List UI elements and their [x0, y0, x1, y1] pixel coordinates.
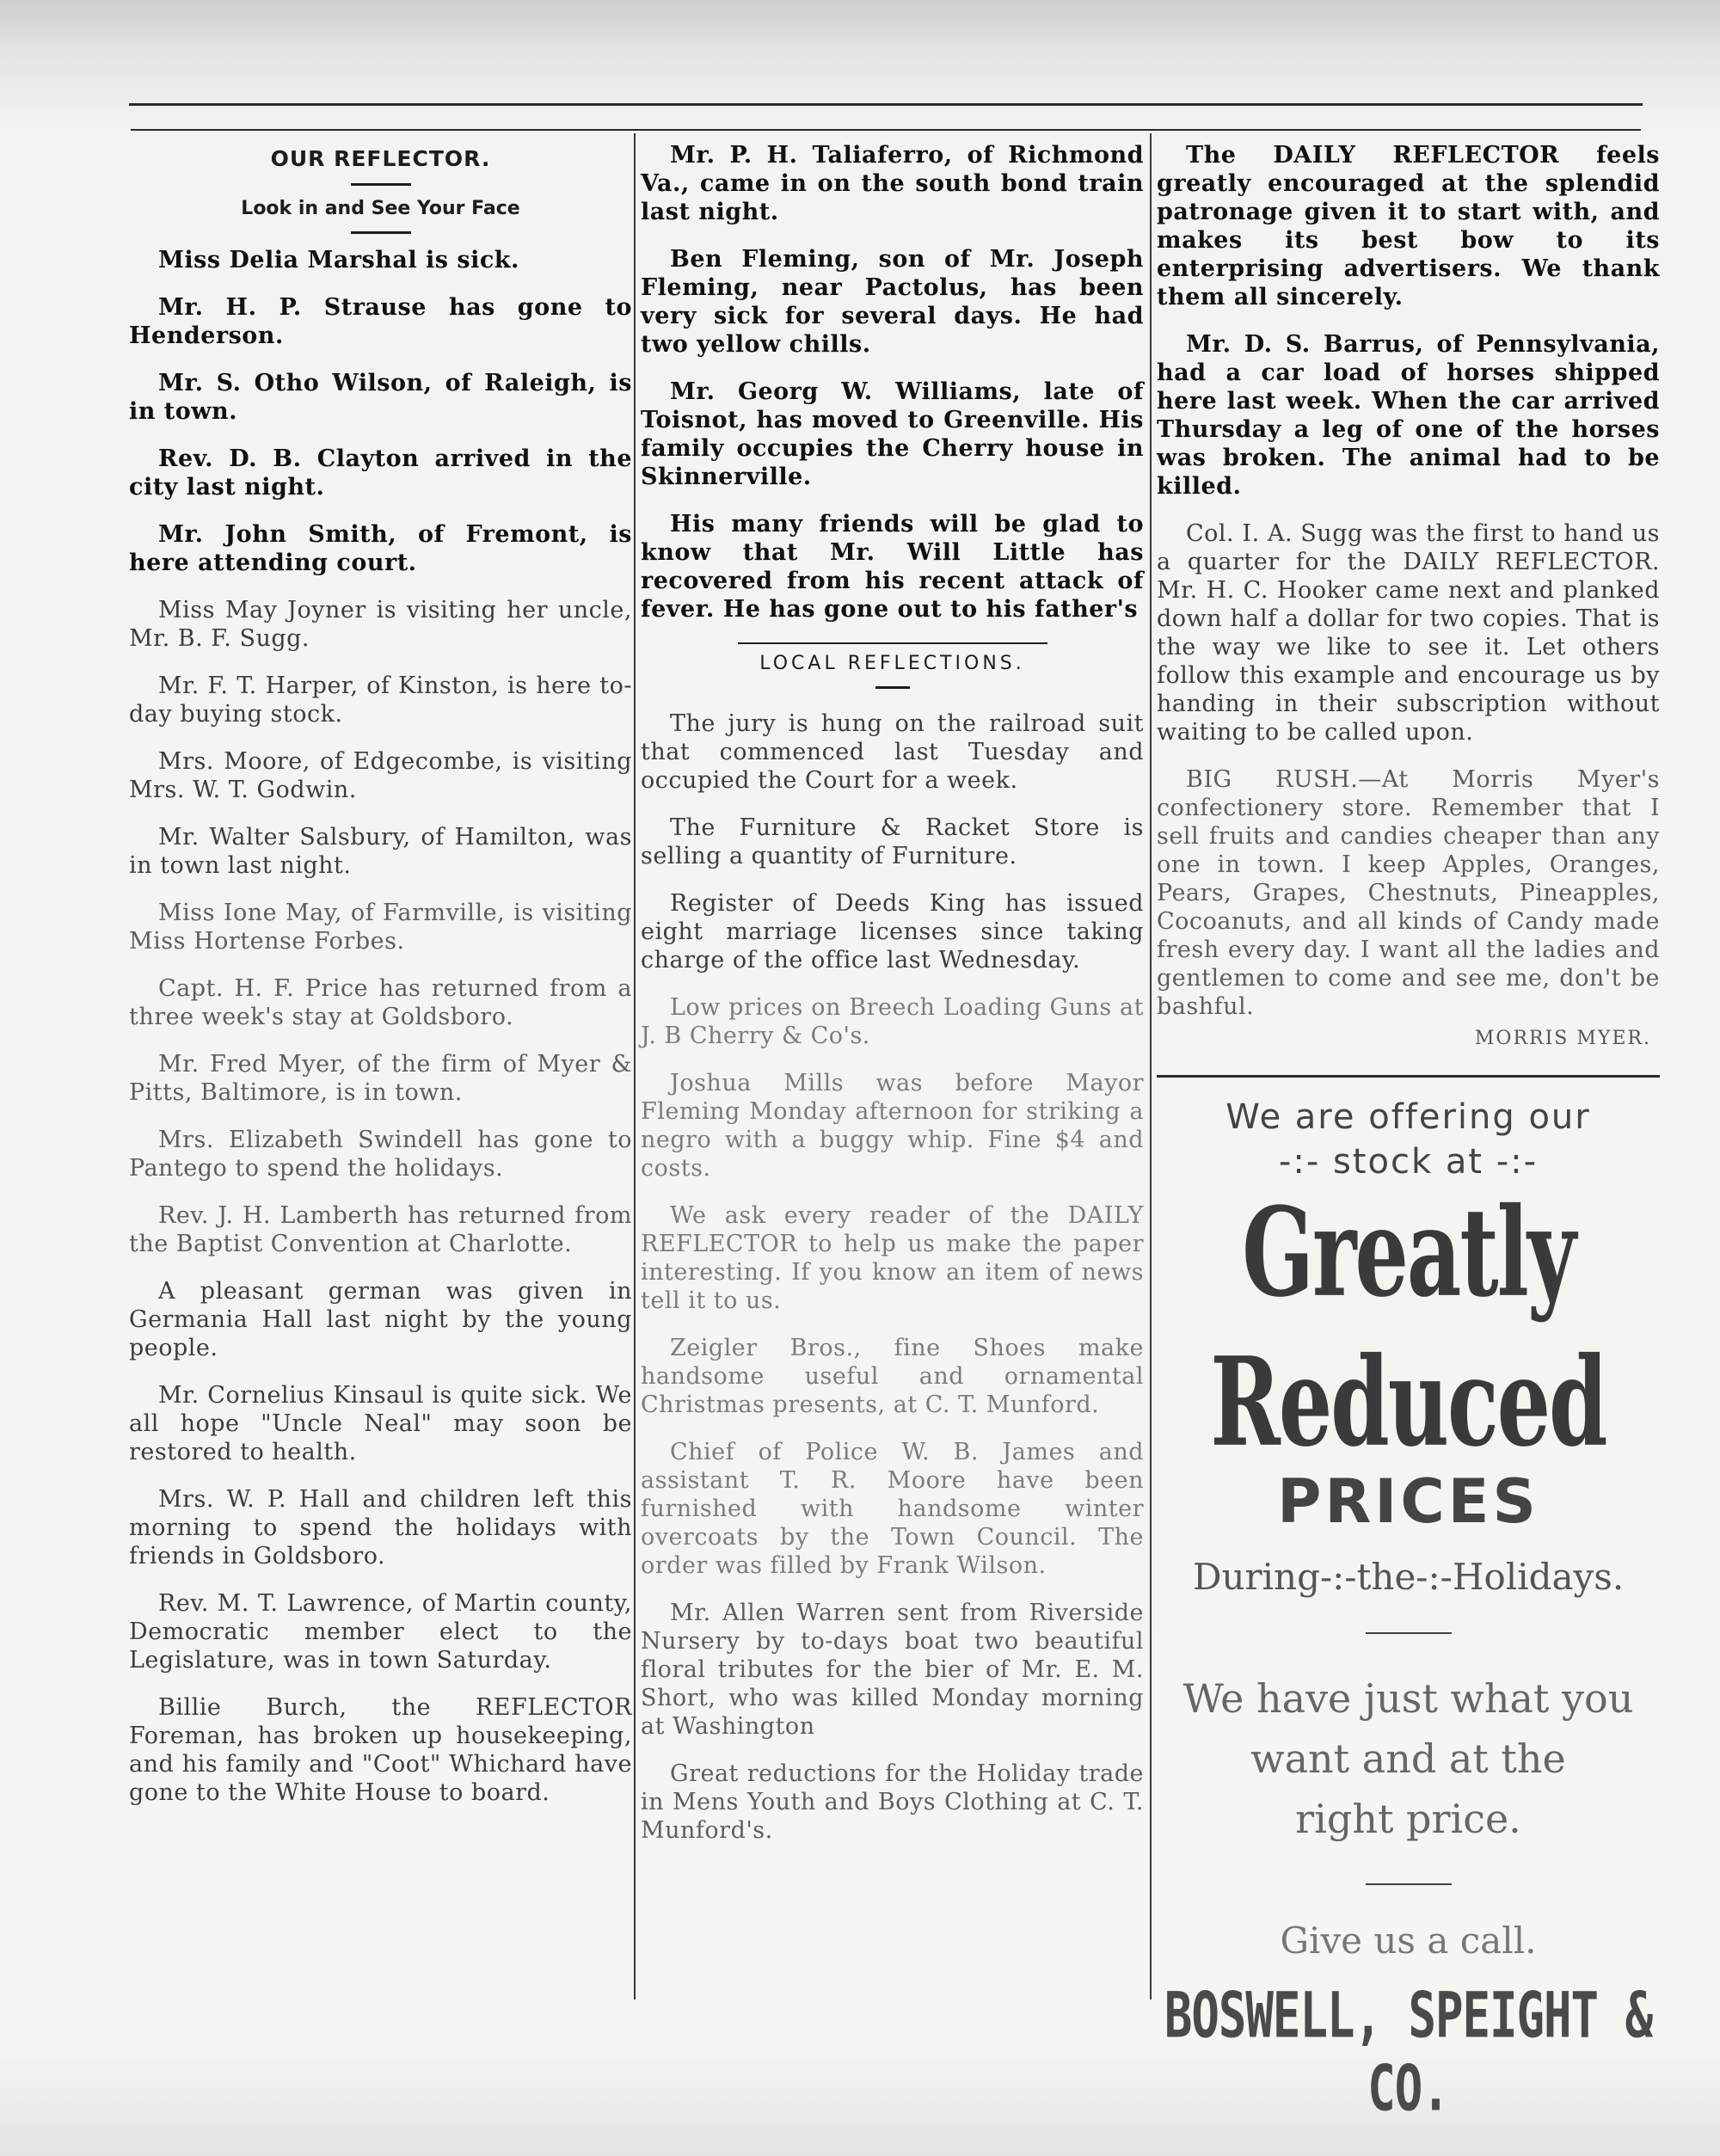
news-item: Mrs. Elizabeth Swindell has gone to Pantego to spend the holidays.: [129, 1127, 632, 1182]
ad-rule-2: [1366, 1883, 1452, 1885]
column-subheading: Look in and See Your Face: [241, 198, 520, 219]
ad-rule-1: [1366, 1632, 1452, 1634]
left-column: [129, 138, 632, 1987]
news-item: A pleasant german was given in Germania Hall last night by the young people.: [129, 1278, 632, 1361]
advertisement: [1157, 1075, 1660, 2126]
news-item: BIG RUSH.—At Morris Myer's confectionery store. Remember that I sell fruits and candies cheaper than any one in town. I keep Apples, Oranges, Pears, Grapes, Chestnuts, Pineapples, Cocoanuts, and all kinds of Candy made fresh every day. I want all the ladies and gentlemen to come and see me, don't be bashful.: [1157, 766, 1660, 1020]
ad-want-1: We have just what you: [1182, 1675, 1634, 1722]
ad-firm-name: BOSWELL, SPEIGHT & CO.: [1164, 1978, 1653, 2126]
column-heading: OUR REFLECTOR.: [270, 146, 491, 171]
news-item: Rev. J. H. Lamberth has returned from the Baptist Convention at Charlotte.: [129, 1202, 632, 1257]
right-items: [1157, 141, 1660, 1021]
news-item: Mr. Cornelius Kinsaul is quite sick. We all hope "Uncle Neal" may soon be restored to health.: [129, 1382, 632, 1465]
signature: MORRIS MYER.: [1474, 1028, 1651, 1049]
news-item: Mr. Georg W. Williams, late of Toisnot, has moved to Greenville. His family occupies the Cherry house in Skinnerville.: [641, 378, 1144, 490]
news-item: Zeigler Bros., fine Shoes make handsome useful and ornamental Christmas presents, at C. T. Munford.: [641, 1335, 1144, 1418]
news-item: Mr. Walter Salsbury, of Hamilton, was in town last night.: [129, 824, 632, 879]
subheading-dash: [351, 231, 411, 234]
ad-line-1: We are offering our: [1226, 1097, 1591, 1137]
column-divider-2: [1150, 133, 1152, 1999]
news-item: Mr. Fred Myer, of the firm of Myer & Pitts, Baltimore, is in town.: [129, 1051, 632, 1106]
news-item: Chief of Police W. B. James and assistant T. R. Moore have been furnished with handsome winter overcoats by the Town Council. The order was filled by Frank Wilson.: [641, 1439, 1144, 1579]
ad-want-2: want and at the: [1250, 1735, 1566, 1782]
middle-top-items: [641, 141, 1144, 623]
news-item: Mr. Allen Warren sent from Riverside Nursery by to-days boat two beautiful floral tributes for the bier of Mr. E. M. Short, who was killed Monday morning at Washington: [641, 1600, 1144, 1740]
section-dash: [875, 686, 910, 689]
news-item: Col. I. A. Sugg was the first to hand us a quarter for the DAILY REFLECTOR. Mr. H. C. Hooker came next and planked down half a dollar for two copies. That is the way we like to see it. Let others follow this example and encourage us by handing in their subscription without waiting to be called upon.: [1157, 520, 1660, 746]
news-item: Miss Delia Marshal is sick.: [158, 247, 519, 273]
news-item: His many friends will be glad to know that Mr. Will Little has recovered from his recent attack of fever. He has gone out to his father's: [641, 511, 1144, 623]
news-item: Miss May Joyner is visiting her uncle, Mr. B. F. Sugg.: [129, 597, 632, 652]
news-item: The Furniture & Racket Store is selling a quantity of Furniture.: [641, 814, 1144, 869]
section-rule: [738, 642, 1047, 644]
top-rule-lower: [131, 129, 1641, 131]
news-item: The jury is hung on the railroad suit that commenced last Tuesday and occupied the Court for a week.: [641, 710, 1144, 794]
right-column: [1157, 138, 1660, 2126]
news-item: Mr. F. T. Harper, of Kinston, is here to-day buying stock.: [129, 673, 632, 728]
left-items: [129, 246, 632, 1807]
news-item: Mr. H. P. Strause has gone to Henderson.: [129, 294, 632, 349]
ad-want-3: right price.: [1295, 1796, 1521, 1842]
news-item: The DAILY REFLECTOR feels greatly encouraged at the splendid patronage given it to start with, and makes its best bow to its enterprising advertisers. We thank them all sincerely.: [1157, 142, 1660, 310]
ad-line-2: -:- stock at -:-: [1278, 1142, 1539, 1182]
local-reflections-heading: LOCAL REFLECTIONS.: [759, 653, 1025, 674]
news-item: Capt. H. F. Price has returned from a three week's stay at Goldsboro.: [129, 975, 632, 1030]
news-item: Mrs. Moore, of Edgecombe, is visiting Mrs. W. T. Godwin.: [129, 748, 632, 803]
ad-prices: PRICES: [1277, 1466, 1539, 1537]
news-item: Great reductions for the Holiday trade in Mens Youth and Boys Clothing at C. T. Munford's.: [641, 1760, 1144, 1844]
news-item: Billie Burch, the REFLECTOR Foreman, has broken up housekeeping, and his family and "Coot" Whichard have gone to the White House to board.: [129, 1694, 632, 1806]
ad-headline: Greatly Reduced: [1210, 1181, 1606, 1475]
ad-holidays: During-:-the-:-Holidays.: [1192, 1556, 1625, 1598]
heading-dash: [351, 183, 411, 186]
news-item: Mr. S. Otho Wilson, of Raleigh, is in town.: [129, 370, 632, 425]
top-rule: [129, 103, 1643, 106]
ad-call: Give us a call.: [1280, 1920, 1537, 1962]
news-item: Ben Fleming, son of Mr. Joseph Fleming, near Pactolus, has been very sick for several days. He had two yellow chills.: [641, 246, 1144, 358]
news-item: Rev. M. T. Lawrence, of Martin county, Democratic member elect to the Legislature, was in town Saturday.: [129, 1590, 632, 1674]
news-item: Mrs. W. P. Hall and children left this morning to spend the holidays with friends in Goldsboro.: [129, 1486, 632, 1569]
news-item: Rev. D. B. Clayton arrived in the city last night.: [129, 445, 632, 501]
news-item: Joshua Mills was before Mayor Fleming Monday afternoon for striking a negro with a buggy whip. Fine $4 and costs.: [641, 1070, 1144, 1182]
news-item: Mr. John Smith, of Fremont, is here attending court.: [129, 521, 632, 576]
news-item: Mr. D. S. Barrus, of Pennsylvania, had a car load of horses shipped here last week. When the car arrived Thursday a leg of one of the horses was broken. The animal had to be killed.: [1157, 331, 1660, 500]
column-divider-1: [634, 133, 636, 1999]
local-reflections-items: [641, 709, 1144, 1845]
news-item: Mr. P. H. Taliaferro, of Richmond Va., came in on the south bond train last night.: [641, 142, 1144, 225]
news-item: Register of Deeds King has issued eight marriage licenses since taking charge of the office last Wednesday.: [641, 890, 1144, 974]
news-item: Low prices on Breech Loading Guns at J. B Cherry & Co's.: [641, 994, 1144, 1049]
news-item: Miss Ione May, of Farmville, is visiting Miss Hortense Forbes.: [129, 900, 632, 955]
middle-column: [641, 138, 1144, 1987]
news-item: We ask every reader of the DAILY REFLECTOR to help us make the paper interesting. If you know an item of news tell it to us.: [641, 1202, 1144, 1314]
